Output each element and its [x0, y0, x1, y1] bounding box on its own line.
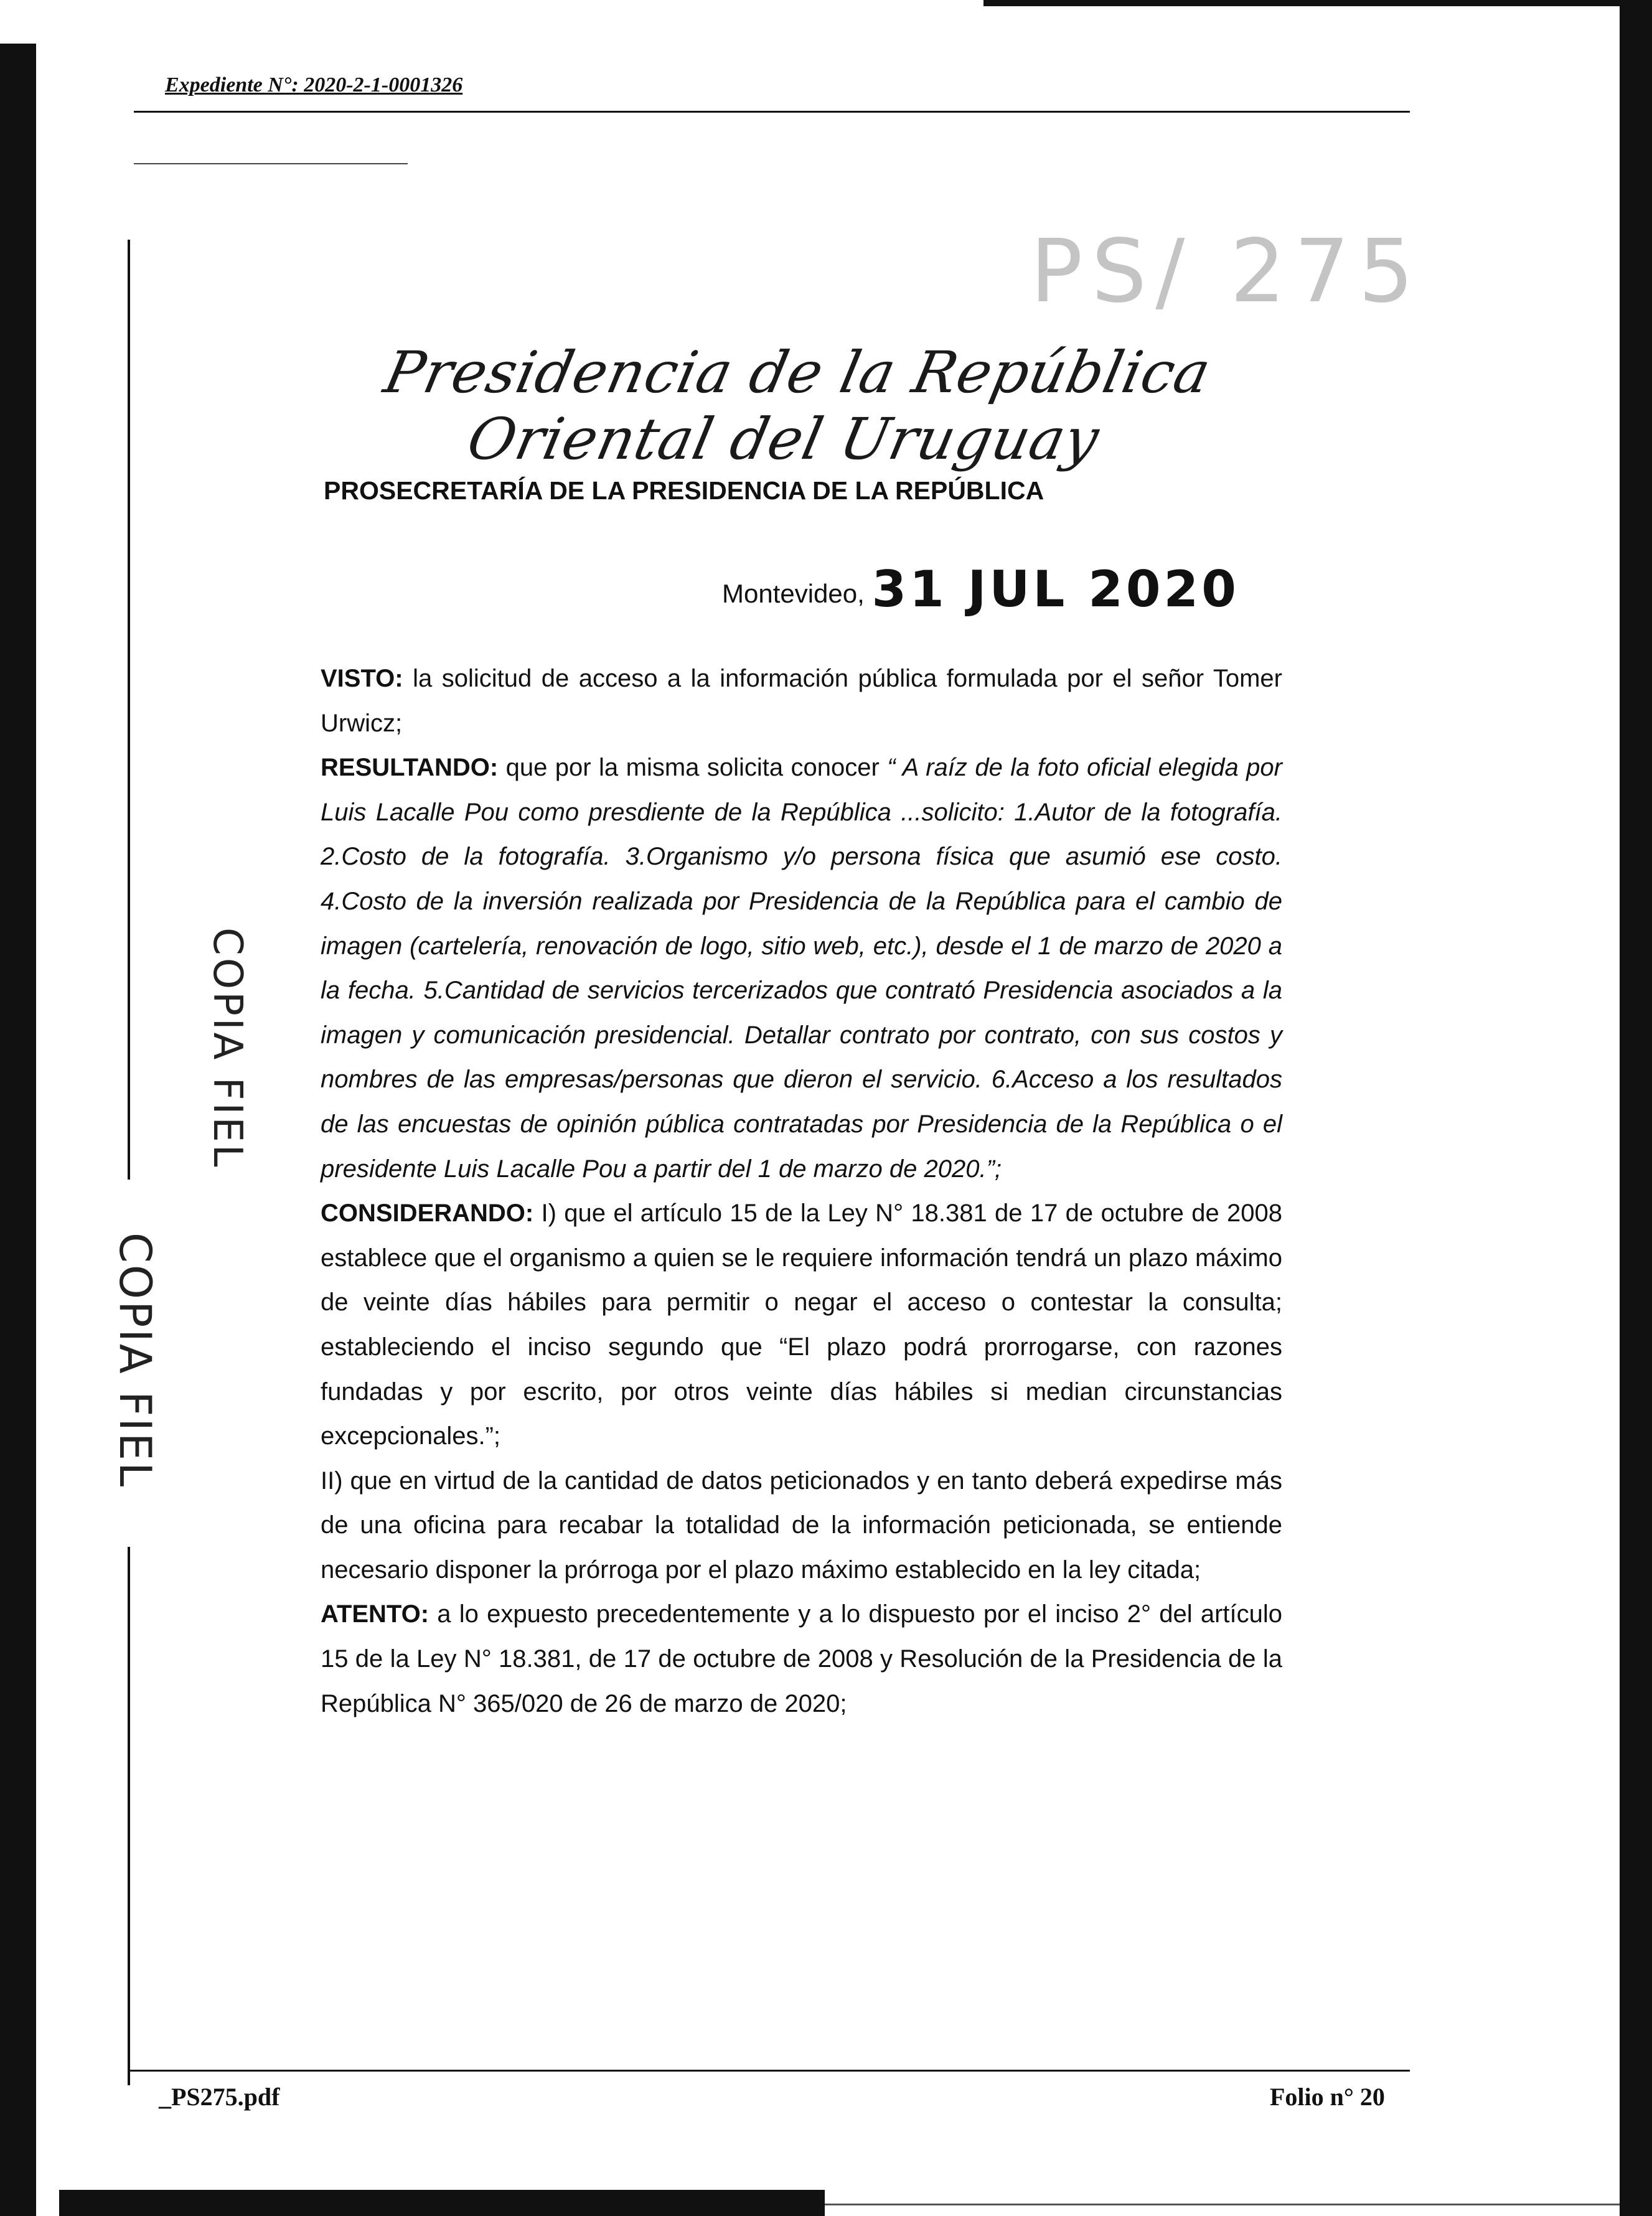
footer-filename: _PS275.pdf [159, 2083, 280, 2111]
considerando-ii-paragraph: II) que en virtud de la cantidad de datos peticionados y en tanto deberá expedirse más de una oficina para recabar la totalidad de la información peticionada, se entiende necesario disponer la prórroga por el plazo máximo establecido en la ley citada; [321, 1467, 1282, 1584]
visto-text: la solicitud de acceso a la información pública formulada por el señor Tomer Urwicz; [321, 665, 1282, 737]
atento-label: ATENTO: [321, 1600, 429, 1628]
scan-border-bottom [59, 2190, 825, 2216]
atento-paragraph [321, 1592, 1282, 1726]
ps-stamp: PS/ 275 [1030, 221, 1423, 322]
visto-paragraph [321, 657, 1282, 746]
header-rule [134, 111, 1410, 113]
resultando-text: que por la misma solicita conocer [498, 754, 888, 782]
date-city: Montevideo, [722, 579, 865, 608]
considerando-label: CONSIDERANDO: [321, 1200, 534, 1228]
resultando-quote: “ A raíz de la foto oficial elegida por Luis Lacalle Pou como presdiente de la República ...solicito: 1.Autor de la fotografía. 2.Costo de la fotografía. 3.Organismo y/o persona física que asumió ese costo. 4.Costo de la inversión realizada por Presidencia de la República para el cambio de imagen (cartelería, renovación de logo, sitio web, etc.), desde el 1 de marzo de 2020 a la fecha. 5.Cantidad de servicios tercerizados que contrató Presidencia asociados a la imagen y comunicación presidencial. Detallar contrato por contrato, con sus costos y nombres de las empresas/personas que dieron el servicio. 6.Acceso a los resultados de las encuestas de opinión pública contratadas por Presidencia de la República o el presidente Luis Lacalle Pou a partir del 1 de marzo de 2020.”; [321, 754, 1282, 1183]
letterhead-title: Presidencia de la República Oriental del Uruguay [378, 339, 1217, 472]
footer-folio: Folio n° 20 [1270, 2083, 1385, 2111]
resolution-body [321, 657, 1282, 1726]
considerando-text: I) que el artículo 15 de la Ley N° 18.381 de 17 de octubre de 2008 establece que el organismo a quien se le requiere información tendrá un plazo máximo de veinte días hábiles para permitir o negar el acceso o contestar la consulta; estableciendo el inciso segundo que “El plazo podrá prorrogarse, con razones fundadas y por escrito, por otros veinte días hábiles si median circunstancias excepcionales.”; [321, 1200, 1282, 1450]
letterhead-subtitle: PROSECRETARÍA DE LA PRESIDENCIA DE LA REPÚBLICA [324, 476, 1044, 505]
scan-border-right [1620, 0, 1652, 2216]
footer-rule [128, 2070, 1410, 2072]
scan-border-left [0, 44, 36, 2216]
copia-fiel-stamp-upper: COPIA FIEL [204, 927, 250, 1170]
resultando-paragraph [321, 746, 1282, 1191]
expediente-number: Expediente N°: 2020-2-1-0001326 [165, 73, 463, 96]
scan-border-top [983, 0, 1652, 6]
copia-fiel-stamp-lower: COPIA FIEL [110, 1232, 161, 1489]
margin-line-lower [128, 1547, 130, 2085]
visto-label: VISTO: [321, 665, 403, 692]
header-rule-short [134, 163, 408, 164]
margin-line-upper [128, 240, 130, 1180]
atento-text: a lo expuesto precedentemente y a lo dispuesto por el inciso 2° del artículo 15 de la Ley N° 18.381, de 17 de octubre de 2008 y Resolución de la Presidencia de la República N° 365/020 de 26 de marzo de 2020; [321, 1600, 1282, 1717]
resultando-label: RESULTANDO: [321, 754, 499, 782]
considerando-paragraph [321, 1191, 1282, 1459]
scan-border-bottom-thin [825, 2204, 1620, 2205]
date-stamp: 31 JUL 2020 [871, 560, 1239, 618]
date-line [722, 560, 1239, 618]
